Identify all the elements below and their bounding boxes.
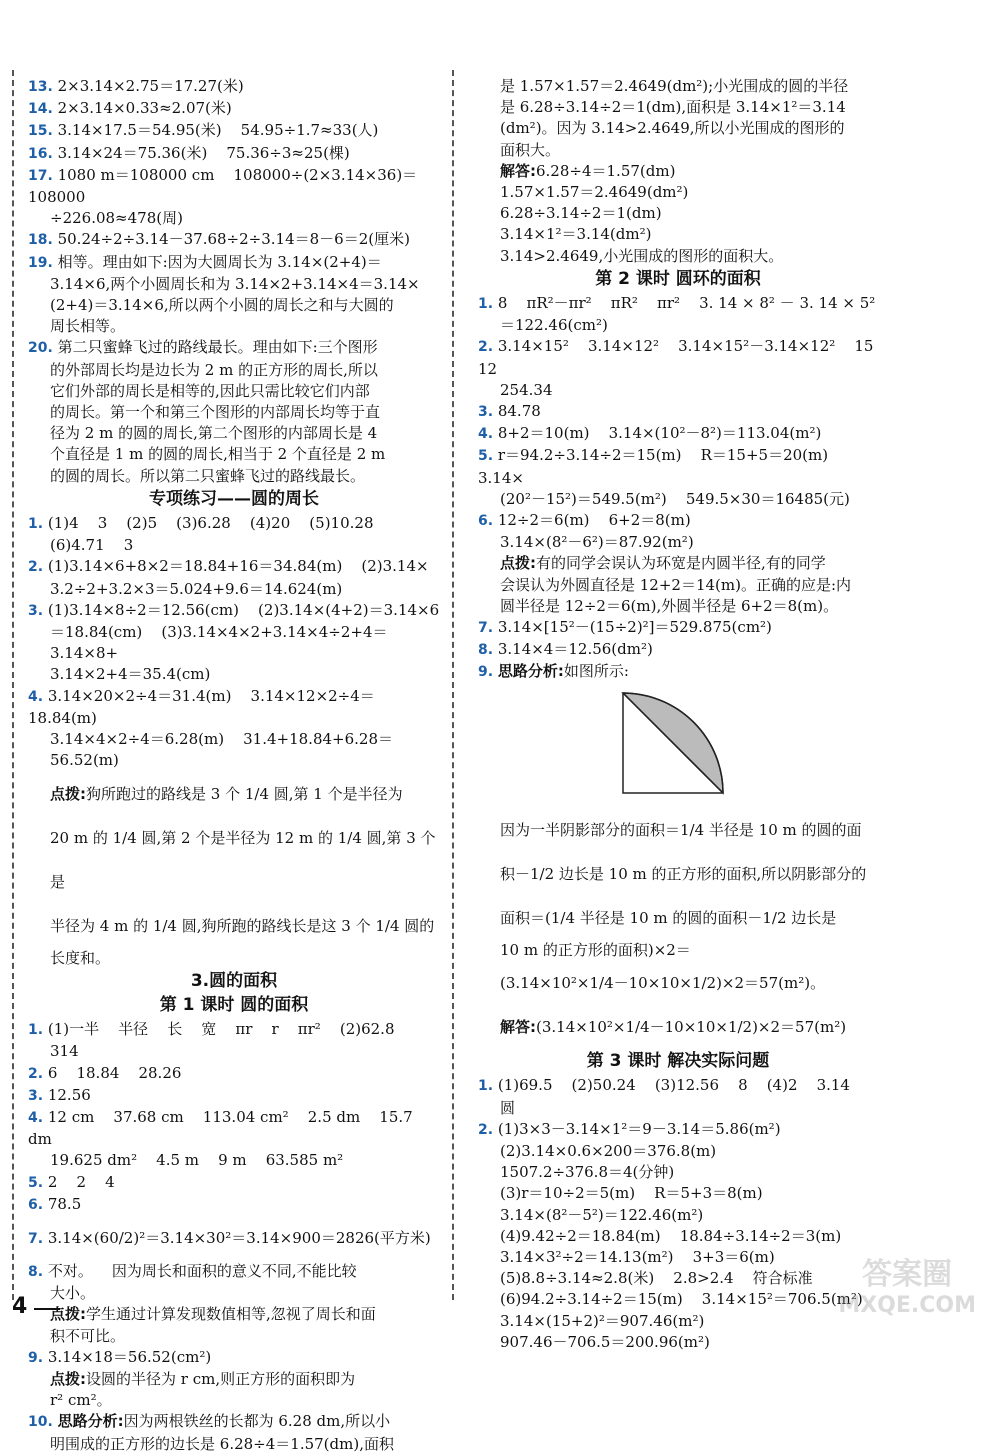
answer-text: (2)3.14×0.6×200＝376.8(m)	[500, 1141, 717, 1160]
answer-text: 8 πR²－πr² πR² πr² 3. 14 × 8² － 3. 14 × 5²	[497, 294, 876, 313]
answer-line	[28, 1172, 440, 1194]
answer-line	[478, 401, 878, 423]
answer-line	[478, 575, 878, 596]
answer-text: 个直径是 1 m 的圆的周长,相当于 2 个直径是 2 m	[50, 445, 386, 464]
answer-text: (3.14×10²×1/4－10×10×1/2)×2＝57(m²)	[536, 1018, 847, 1037]
question-number: 2.	[478, 1121, 494, 1138]
question-number: 1.	[28, 516, 44, 533]
watermark	[838, 1249, 976, 1318]
answer-text: 3.14×(60/2)²＝3.14×30²＝3.14×900＝2826(平方米)	[47, 1228, 431, 1247]
answer-text: 84.78	[497, 402, 541, 421]
answer-line	[28, 1216, 440, 1261]
section-heading: 第 1 课时 圆的面积	[159, 994, 309, 1015]
question-number: 2.	[28, 1065, 44, 1082]
question-number: 13.	[28, 79, 53, 95]
answer-text: 3.14×24＝75.36(米) 75.36÷3≈25(棵)	[57, 143, 350, 162]
answer-text: 2 2 4	[47, 1172, 115, 1191]
answer-line	[28, 948, 440, 969]
answer-line	[28, 76, 440, 98]
answer-text: (1)3.14×8÷2＝12.56(cm) (2)3.14×(4+2)＝3.14×6	[47, 600, 440, 619]
answer-line	[478, 661, 878, 683]
answer-text: 是 6.28÷3.14÷2＝1(dm),面积是 3.14×1²＝3.14	[500, 98, 846, 117]
answer-line	[28, 729, 440, 771]
answer-line	[478, 1141, 878, 1162]
answer-text: (1)一半 半径 长 宽 πr r πr² (2)62.8	[47, 1020, 395, 1039]
answer-text: 的圆的周长。所以第二只蜜蜂飞过的路线最长。	[50, 466, 366, 485]
answer-line	[478, 1226, 878, 1247]
question-number: 18.	[28, 232, 53, 249]
answer-text: 狗所跑过的路线是 3 个 1/4 圆,第 1 个是半径为	[86, 784, 403, 803]
answer-text: 3.14×(8²－6²)＝87.92(m²)	[500, 533, 694, 552]
answer-line	[478, 97, 878, 118]
answer-line	[478, 380, 878, 401]
question-number: 6.	[28, 1196, 44, 1213]
note-label: 点拨:	[50, 1369, 86, 1388]
answer-line	[478, 1162, 878, 1183]
answer-line	[478, 961, 878, 1005]
answer-line	[478, 1005, 878, 1049]
question-number: 5.	[478, 448, 494, 465]
answer-text: 因为两根铁丝的长都为 6.28 dm,所以小	[123, 1412, 391, 1431]
answer-text: (1)69.5 (2)50.24 (3)12.56 8 (4)2 3.14	[497, 1076, 850, 1095]
answer-line	[478, 553, 878, 574]
answer-line	[28, 1390, 440, 1411]
answer-text: 圆半径是 12÷2＝6(m),外圆半径是 6+2＝8(m)。	[500, 596, 839, 615]
answer-text: 的外部周长均是边长为 2 m 的正方形的周长,所以	[50, 360, 378, 379]
answer-line	[478, 596, 878, 617]
answer-line	[478, 423, 878, 445]
answer-line	[478, 293, 878, 315]
left-column	[28, 76, 440, 1455]
answer-text: 面积大。	[500, 140, 561, 159]
answer-line	[28, 600, 440, 622]
answer-line	[28, 1063, 440, 1085]
answer-line	[28, 1347, 440, 1369]
question-number: 20.	[28, 340, 53, 357]
question-number: 1.	[478, 1078, 494, 1095]
answer-line	[478, 203, 878, 224]
answer-line	[28, 556, 440, 578]
answer-line	[478, 1205, 878, 1226]
answer-line	[478, 1268, 878, 1289]
answer-line	[478, 852, 878, 896]
answer-text: 积－1/2 边长是 10 m 的正方形的面积,所以阴影部分的	[500, 864, 867, 883]
answer-text: 12.56	[47, 1085, 91, 1104]
question-number: 7.	[478, 620, 494, 637]
question-number: 4.	[28, 1109, 44, 1126]
answer-line	[28, 337, 440, 359]
answer-text: ＝122.46(cm²)	[500, 316, 608, 335]
answer-text: 3.14×4×2÷4＝6.28(m) 31.4+18.84+6.28＝56.52(m)	[50, 730, 394, 770]
answer-text: 10 m 的正方形的面积)×2＝	[500, 940, 691, 959]
question-number: 3.	[28, 602, 44, 619]
note-label: 点拨:	[50, 1305, 86, 1324]
answer-text: (3)r＝10÷2＝5(m) R＝5+3＝8(m)	[500, 1184, 763, 1203]
answer-text: 3.14×(8²－5²)＝122.46(m²)	[500, 1205, 704, 1224]
answer-line	[478, 896, 878, 940]
answer-line	[478, 1098, 878, 1119]
answer-text: 1080 m＝108000 cm 108000÷(2×3.14×36)＝108000	[28, 165, 418, 207]
answer-text: 因为一半阴影部分的面积＝1/4 半径是 10 m 的圆的面	[500, 820, 862, 839]
answer-text: 8+2＝10(m) 3.14×(10²－8²)＝113.04(m²)	[497, 424, 822, 443]
answer-text: 会误认为外圆直径是 12+2＝14(m)。正确的应是:内	[500, 575, 852, 594]
answer-text: 有的同学会误认为环宽是内圆半径,有的同学	[536, 554, 826, 573]
right-column	[478, 76, 893, 1353]
answer-text: 第二只蜜蜂飞过的路线最长。理由如下:三个图形	[57, 338, 378, 357]
answer-line	[28, 579, 440, 600]
answer-text: 如图所示:	[563, 662, 629, 681]
answer-text: 3.14×1²＝3.14(dm²)	[500, 225, 652, 244]
answer-line	[28, 1434, 440, 1455]
answer-line	[478, 1119, 878, 1141]
question-number: 1.	[478, 296, 494, 313]
answer-line	[478, 1332, 878, 1353]
answer-line	[28, 229, 440, 251]
answer-line	[478, 808, 878, 852]
answer-text: 学生通过计算发现数值相等,忽视了周长和面	[86, 1305, 376, 1324]
question-number: 1.	[28, 1022, 44, 1039]
answer-line	[478, 940, 878, 961]
answer-line	[478, 246, 878, 267]
answer-text: 3.14×15² 3.14×12² 3.14×15²－3.14×12² 15 12	[478, 337, 893, 378]
answer-text: 6.28÷3.14÷2＝1(dm)	[500, 204, 662, 223]
answer-line	[28, 1150, 440, 1171]
answer-text: 相等。理由如下:因为大圆周长为 3.14×(2+4)＝	[57, 252, 382, 271]
answer-line	[28, 816, 440, 904]
answer-line	[478, 510, 878, 532]
answer-line	[28, 295, 440, 316]
answer-text: r＝94.2÷3.14÷2＝15(m) R＝15+5＝20(m) 3.14×	[478, 446, 848, 487]
question-number: 7.	[28, 1230, 44, 1247]
answer-text: 3.14×[15²－(15÷2)²]＝529.875(cm²)	[497, 618, 772, 637]
answer-line	[478, 161, 878, 182]
note-label: 思路分析:	[497, 662, 564, 681]
answer-line	[478, 315, 878, 336]
answer-line	[28, 402, 440, 423]
answer-text: 明围成的正方形的边长是 6.28÷4＝1.57(dm),面积	[50, 1434, 394, 1453]
question-number: 8.	[28, 1263, 44, 1280]
answer-text: (3.14×10²×1/4－10×10×1/2)×2＝57(m²)。	[500, 974, 826, 993]
answer-text: 19.625 dm² 4.5 m 9 m 63.585 m²	[50, 1151, 344, 1170]
answer-line	[478, 445, 878, 488]
question-number: 16.	[28, 145, 53, 162]
answer-text: (2+4)＝3.14×6,所以两个小圆的周长之和与大圆的	[50, 296, 394, 315]
section-heading: 3.圆的面积	[190, 970, 278, 991]
answer-line	[28, 423, 440, 444]
answer-line	[478, 1311, 878, 1332]
answer-text: r² cm²。	[50, 1391, 112, 1410]
section-heading: 专项练习——圆的周长	[149, 488, 319, 509]
answer-text: 周长相等。	[50, 317, 126, 336]
answer-text: 20 m 的 1/4 圆,第 2 个是半径为 12 m 的 1/4 圆,第 3 个是	[50, 828, 436, 891]
page-number-dash	[34, 1308, 60, 1310]
answer-line	[28, 1369, 440, 1390]
answer-line	[28, 165, 440, 208]
answer-line	[28, 1107, 440, 1150]
question-number: 2.	[28, 559, 44, 576]
answer-text: 12÷2＝6(m) 6+2＝8(m)	[497, 511, 691, 530]
note-label: 解答:	[500, 1018, 536, 1037]
question-number: 9.	[478, 664, 494, 681]
answer-line	[478, 118, 878, 139]
answer-line	[478, 532, 878, 553]
answer-text: 2×3.14×2.75＝17.27(米)	[57, 77, 244, 95]
answer-line	[28, 274, 440, 295]
question-number: 5.	[28, 1174, 44, 1191]
answer-line	[478, 76, 878, 97]
answer-line	[28, 686, 440, 729]
note-label: 点拨:	[500, 554, 536, 573]
answer-line	[28, 1283, 440, 1304]
question-number: 17.	[28, 167, 53, 184]
answer-line	[28, 208, 440, 229]
section-heading: 第 2 课时 圆环的面积	[595, 268, 761, 289]
answer-text: 圆	[500, 1098, 516, 1117]
answer-text: 长度和。	[50, 948, 111, 967]
answer-line	[478, 224, 878, 245]
column-divider	[452, 70, 454, 1300]
answer-line	[28, 120, 440, 142]
question-number: 4.	[28, 688, 44, 705]
answer-text: 6 18.84 28.26	[47, 1063, 182, 1082]
answer-text: 3.14×4＝12.56(dm²)	[497, 640, 653, 659]
question-number: 8.	[478, 642, 494, 659]
answer-line	[28, 360, 440, 381]
answer-line	[28, 664, 440, 685]
note-label: 思路分析:	[57, 1412, 124, 1431]
question-number: 15.	[28, 123, 53, 140]
answer-text: ÷226.08≈478(周)	[50, 209, 183, 228]
answer-text: 半径为 4 m 的 1/4 圆,狗所跑的路线长是这 3 个 1/4 圆的	[50, 916, 435, 935]
question-number: 4.	[478, 426, 494, 443]
question-number: 6.	[478, 513, 494, 530]
answer-text: (5)8.8÷3.14≈2.8(米) 2.8>2.4 符合标准	[500, 1269, 813, 1288]
answer-text: 1.57×1.57＝2.4649(dm²)	[500, 183, 689, 202]
answer-text: 径为 2 m 的圆的周长,第二个图形的内部周长是 4	[50, 424, 378, 443]
answer-line	[28, 904, 440, 948]
answer-text: (20²－15²)＝549.5(m²) 549.5×30＝16485(元)	[500, 489, 850, 508]
answer-line	[28, 1261, 440, 1283]
note-label: 解答:	[500, 161, 536, 180]
answer-text: 314	[50, 1042, 79, 1061]
page-number: 4	[12, 1294, 28, 1319]
note-label: 点拨:	[50, 784, 86, 803]
answer-line	[28, 143, 440, 165]
answer-text: (dm²)。因为 3.14>2.4649,所以小光围成的图形的	[500, 119, 845, 138]
answer-line	[478, 1247, 878, 1268]
question-number: 3.	[478, 404, 494, 421]
answer-text: 3.2÷2+3.2×3＝5.024+9.6＝14.624(m)	[50, 579, 343, 598]
answer-line	[478, 140, 878, 161]
answer-line	[478, 1183, 878, 1204]
answer-line	[28, 1326, 440, 1347]
answer-line	[478, 639, 878, 661]
answer-line	[28, 1304, 440, 1325]
answer-text: (1)3.14×6+8×2＝18.84+16＝34.84(m) (2)3.14×	[47, 557, 429, 576]
answer-text: (6)94.2÷3.14÷2＝15(m) 3.14×15²＝706.5(m²)	[500, 1290, 863, 1309]
left-margin-rule	[12, 70, 14, 1300]
answer-text: 12 cm 37.68 cm 113.04 cm² 2.5 dm 15.7 dm	[28, 1107, 418, 1149]
question-number: 19.	[28, 254, 53, 271]
question-number: 14.	[28, 101, 53, 118]
answer-line	[28, 316, 440, 337]
answer-text: 2×3.14×0.33≈2.07(米)	[57, 99, 232, 118]
answer-line	[478, 1075, 878, 1097]
answer-line	[478, 182, 878, 203]
answer-line	[28, 98, 440, 120]
answer-line	[28, 381, 440, 402]
answer-text: 254.34	[500, 380, 553, 399]
answer-text: 6.28÷4＝1.57(dm)	[536, 161, 676, 180]
answer-text: 3.14×3²÷2＝14.13(m²) 3+3＝6(m)	[500, 1247, 775, 1266]
answer-line	[28, 1194, 440, 1216]
answer-line	[478, 1289, 878, 1310]
watermark-url: MXQE.COM	[838, 1293, 976, 1318]
answer-line	[478, 489, 878, 510]
answer-line	[478, 336, 893, 379]
quarter-circle-figure	[618, 688, 878, 804]
answer-line	[28, 622, 440, 664]
answer-text: 积不可比。	[50, 1326, 126, 1345]
answer-text: 3.14×18＝56.52(cm²)	[47, 1347, 212, 1366]
answer-text: 3.14×20×2÷4＝31.4(m) 3.14×12×2÷4＝18.84(m)	[28, 686, 375, 727]
answer-text: 907.46－706.5＝200.96(m²)	[500, 1332, 710, 1351]
question-number: 3.	[28, 1087, 44, 1104]
question-number: 9.	[28, 1349, 44, 1366]
answer-text: 3.14×(15+2)²＝907.46(m²)	[500, 1311, 705, 1330]
answer-text: ＝18.84(cm) (3)3.14×4×2+3.14×4÷2+4＝3.14×8+	[50, 623, 388, 663]
answer-line	[28, 1411, 440, 1433]
section-heading: 第 3 课时 解决实际问题	[586, 1051, 770, 1072]
answer-line	[28, 1041, 440, 1062]
answer-line	[28, 444, 440, 465]
answer-text: 50.24÷2÷3.14－37.68÷2÷3.14＝8－6＝2(厘米)	[57, 230, 410, 249]
answer-text: 1507.2÷376.8＝4(分钟)	[500, 1163, 675, 1182]
answer-line	[28, 513, 440, 535]
question-number: 10.	[28, 1414, 53, 1431]
answer-text: 面积＝(1/4 半径是 10 m 的圆的面积－1/2 边长是	[500, 908, 837, 927]
answer-line	[28, 1085, 440, 1107]
answer-text: (1)4 3 (2)5 (3)6.28 (4)20 (5)10.28	[47, 514, 374, 533]
answer-text: (4)9.42÷2＝18.84(m) 18.84÷3.14÷2＝3(m)	[500, 1226, 842, 1245]
answer-text: 是 1.57×1.57＝2.4649(dm²);小光围成的圆的半径	[500, 77, 849, 95]
question-number: 2.	[478, 339, 494, 356]
answer-line	[478, 617, 878, 639]
answer-line	[28, 1019, 440, 1041]
answer-text: (1)3×3－3.14×1²＝9－3.14＝5.86(m²)	[497, 1119, 781, 1138]
answer-text: 设圆的半径为 r cm,则正方形的面积即为	[86, 1369, 356, 1388]
answer-text: 的周长。第一个和第三个图形的内部周长均等于直	[50, 403, 381, 422]
answer-text: 3.14×6,两个小圆周长和为 3.14×2+3.14×4＝3.14×	[50, 274, 420, 293]
answer-text: 78.5	[47, 1194, 82, 1213]
answer-text: 3.14×17.5＝54.95(米) 54.95÷1.7≈33(人)	[57, 121, 379, 140]
answer-line	[28, 252, 440, 274]
answer-text: (6)4.71 3	[50, 536, 134, 555]
answer-line	[28, 466, 440, 487]
answer-text: 它们外部的周长是相等的,因此只需比较它们内部	[50, 381, 370, 400]
watermark-logo: 答案圈	[862, 1257, 953, 1292]
answer-line	[28, 535, 440, 556]
answer-text: 大小。	[50, 1284, 96, 1303]
answer-text: 3.14>2.4649,小光围成的图形的面积大。	[500, 246, 784, 265]
answer-line	[28, 772, 440, 816]
answer-text: 不对。 因为周长和面积的意义不同,不能比较	[47, 1261, 357, 1280]
answer-text: 3.14×2+4＝35.4(cm)	[50, 665, 211, 684]
